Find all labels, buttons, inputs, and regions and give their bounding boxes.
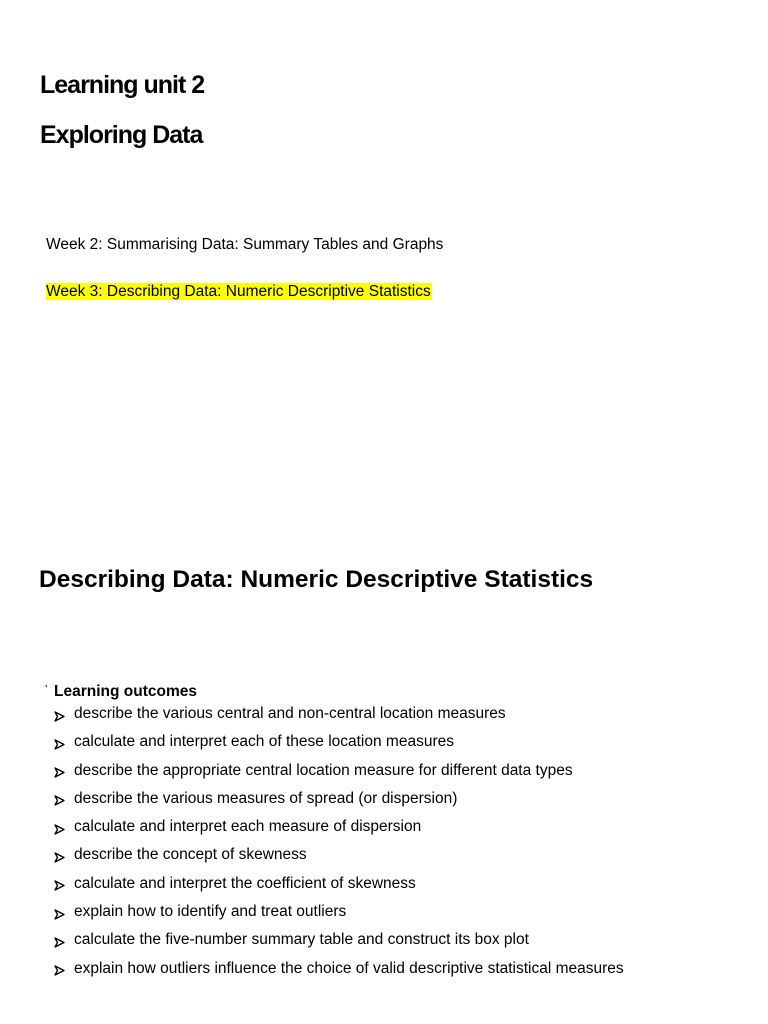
arrowhead-bullet-icon <box>54 933 74 948</box>
arrowhead-bullet-icon <box>54 707 74 722</box>
arrowhead-bullet-icon <box>54 820 74 835</box>
learning-outcome-text: explain how to identify and treat outliers <box>74 903 347 921</box>
learning-outcome-item <box>54 902 624 922</box>
arrowhead-bullet-icon <box>54 791 74 806</box>
unit-title: Learning unit 2 <box>40 71 205 99</box>
arrowhead-bullet-icon <box>54 876 74 891</box>
learning-outcome-item <box>54 959 624 979</box>
learning-outcome-item <box>54 817 624 837</box>
arrowhead-bullet-icon <box>54 735 74 750</box>
week-3-label-highlighted: Week 3: Describing Data: Numeric Descriptive Statistics <box>46 283 431 300</box>
learning-outcome-text: describe the appropriate central location measure for different data types <box>74 761 573 779</box>
stray-tick-mark: ‘ <box>45 682 48 696</box>
week-3-line <box>46 282 432 302</box>
section-heading: Describing Data: Numeric Descriptive Statistics <box>39 566 594 593</box>
learning-outcome-item <box>54 874 624 894</box>
learning-outcome-text: describe the various measures of spread (or dispersion) <box>74 789 458 807</box>
learning-outcome-text: calculate the five-number summary table and construct its box plot <box>74 931 529 949</box>
learning-outcomes-list <box>54 704 624 987</box>
learning-outcome-item <box>54 732 624 752</box>
week-2-label: Week 2: Summarising Data: Summary Tables and Graphs <box>46 236 444 253</box>
learning-outcomes-heading: Learning outcomes <box>54 683 197 700</box>
learning-outcome-item <box>54 761 624 781</box>
arrowhead-bullet-icon <box>54 763 74 778</box>
learning-outcome-text: calculate and interpret each measure of dispersion <box>74 818 422 836</box>
unit-subtitle: Exploring Data <box>40 121 203 149</box>
arrowhead-bullet-icon <box>54 961 74 976</box>
learning-outcome-item <box>54 789 624 809</box>
week-2-line <box>46 235 443 255</box>
arrowhead-bullet-icon <box>54 905 74 920</box>
arrowhead-bullet-icon <box>54 848 74 863</box>
learning-outcome-item <box>54 845 624 865</box>
learning-outcome-text: explain how outliers influence the choice of valid descriptive statistical measures <box>74 959 624 977</box>
learning-outcome-text: calculate and interpret each of these location measures <box>74 733 454 751</box>
learning-outcome-text: describe the concept of skewness <box>74 846 307 864</box>
learning-outcome-item <box>54 930 624 950</box>
learning-outcome-text: describe the various central and non-central location measures <box>74 705 506 722</box>
learning-outcome-text: calculate and interpret the coefficient of skewness <box>74 874 416 892</box>
learning-outcome-item <box>54 704 624 724</box>
